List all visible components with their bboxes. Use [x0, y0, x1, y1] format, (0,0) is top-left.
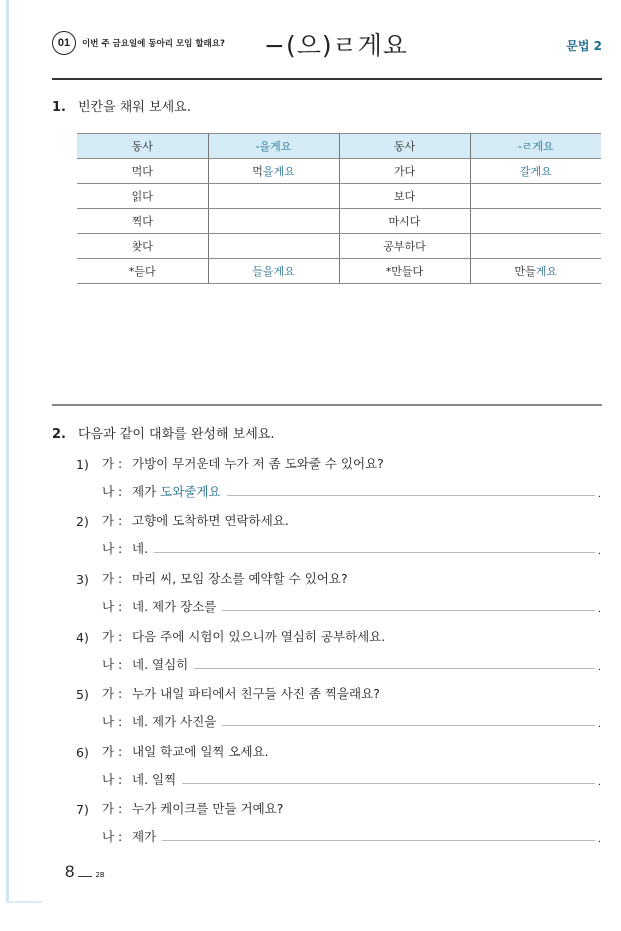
dialog-item-1 [76, 452, 601, 500]
table-row [77, 159, 601, 184]
question-line: 4) 가 : 다음 주에 시험이 있으니까 열심히 공부하세요. [76, 629, 386, 645]
exercise-1-heading [52, 96, 191, 115]
page-edge-strip [6, 0, 9, 903]
answer-blank[interactable] [194, 668, 595, 669]
verb-cell: 읽다 [77, 184, 208, 209]
answer-blank[interactable] [222, 725, 595, 726]
footer-dash [78, 876, 92, 877]
question-line: 6) 가 : 내일 학교에 일찍 오세요. [76, 744, 269, 760]
dialog-item-2 [76, 509, 601, 557]
answer-cell-blank[interactable] [208, 184, 339, 209]
question-line: 2) 가 : 고향에 도착하면 연락하세요. [76, 513, 289, 529]
grammar-title: −(으)ㄹ게요 [264, 31, 409, 60]
response-prefix: 네. [132, 541, 149, 556]
table-header-row [77, 134, 601, 159]
answer-cell[interactable]: 만들게요 [470, 259, 601, 284]
response-prefix: 네. 열심히 [132, 657, 189, 672]
response-prefix: 네. 일찍 [132, 772, 177, 787]
example-answer: 도와줄게요 [160, 484, 221, 499]
book-code: 2B [95, 871, 105, 879]
grammar-tag: 문법 2 [566, 39, 602, 53]
column-header-verb: 동사 [339, 134, 470, 159]
question-line: 7) 가 : 누가 케이크를 만들 거예요? [76, 801, 284, 817]
exercise-instruction: 다음과 같이 대화를 완성해 보세요. [78, 427, 275, 442]
answer-blank[interactable] [182, 783, 595, 784]
table-row [77, 184, 601, 209]
column-header-lgeyo: -ㄹ게요 [470, 134, 601, 159]
page-edge-strip-foot [6, 901, 42, 903]
answer-blank[interactable] [154, 552, 595, 553]
response-line: 나 : 네. 제가 장소를 . [102, 599, 601, 615]
dialog-item-6 [76, 740, 601, 788]
dialog-item-4 [76, 625, 601, 673]
section-divider [52, 404, 602, 406]
column-header-eulgeyo: -을게요 [208, 134, 339, 159]
dialog-item-3 [76, 567, 601, 615]
question-text: 고향에 도착하면 연락하세요. [132, 513, 289, 528]
response-line: 나 : 제가 . [102, 829, 601, 845]
response-prefix: 네. 제가 사진을 [132, 714, 217, 729]
question-text: 누가 내일 파티에서 친구들 사진 좀 찍을래요? [132, 686, 380, 701]
dialog-item-5 [76, 682, 601, 730]
question-text: 내일 학교에 일찍 오세요. [132, 744, 269, 759]
response-prefix: 제가 [132, 484, 157, 499]
answer-cell-blank[interactable] [470, 209, 601, 234]
answer-cell-blank[interactable] [470, 234, 601, 259]
verb-cell: 찍다 [77, 209, 208, 234]
verb-cell: 공부하다 [339, 234, 470, 259]
question-text: 누가 케이크를 만들 거예요? [132, 801, 284, 816]
table-row [77, 209, 601, 234]
answer-blank[interactable] [222, 610, 595, 611]
exercise-instruction: 빈칸을 채워 보세요. [78, 100, 191, 115]
verb-cell: 찾다 [77, 234, 208, 259]
answer-blank[interactable] [227, 495, 595, 496]
header-divider [52, 78, 602, 80]
question-line: 3) 가 : 마리 씨, 모임 장소를 예약할 수 있어요? [76, 571, 348, 587]
verb-cell: 먹다 [77, 159, 208, 184]
verb-cell-irregular: *만들다 [339, 259, 470, 284]
answer-cell-blank[interactable] [470, 184, 601, 209]
response-prefix: 네. 제가 장소를 [132, 599, 217, 614]
verb-cell: 마시다 [339, 209, 470, 234]
response-line: 나 : 네. 열심히 . [102, 657, 601, 673]
response-line: 나 : 네. 일찍 . [102, 772, 601, 788]
page-header [52, 30, 602, 62]
question-line: 5) 가 : 누가 내일 파티에서 친구들 사진 좀 찍을래요? [76, 686, 380, 702]
question-line: 1) 가 : 가방이 무거운데 누가 저 좀 도와줄 수 있어요? [76, 456, 384, 472]
table-row [77, 259, 601, 284]
verb-cell: 가다 [339, 159, 470, 184]
exercise-number: 1. [52, 100, 66, 115]
response-line: 나 : 네. . [102, 541, 601, 557]
response-line: 나 : 네. 제가 사진을 . [102, 714, 601, 730]
verb-cell-irregular: *듣다 [77, 259, 208, 284]
answer-cell[interactable]: 들을게요 [208, 259, 339, 284]
question-text: 가방이 무거운데 누가 저 좀 도와줄 수 있어요? [132, 456, 384, 471]
table-row [77, 234, 601, 259]
dialog-item-7 [76, 797, 601, 845]
answer-blank[interactable] [162, 840, 595, 841]
answer-cell-blank[interactable] [208, 209, 339, 234]
response-prefix: 제가 [132, 829, 157, 844]
answer-cell[interactable]: 먹을게요 [208, 159, 339, 184]
question-text: 다음 주에 시험이 있으니까 열심히 공부하세요. [132, 629, 386, 644]
response-line: 나 : 제가 도와줄게요 . [102, 484, 601, 500]
page-footer [65, 863, 105, 880]
page-number: 8 [65, 862, 75, 881]
lesson-number-badge: 01 [52, 31, 76, 55]
lesson-title: 이번 주 금요일에 동아리 모임 할래요? [82, 39, 225, 49]
conjugation-table [77, 133, 601, 284]
verb-cell: 보다 [339, 184, 470, 209]
answer-cell-blank[interactable] [208, 234, 339, 259]
exercise-2-heading [52, 423, 274, 442]
answer-cell[interactable]: 갈게요 [470, 159, 601, 184]
column-header-verb: 동사 [77, 134, 208, 159]
question-text: 마리 씨, 모임 장소를 예약할 수 있어요? [132, 571, 348, 586]
exercise-number: 2. [52, 427, 66, 442]
